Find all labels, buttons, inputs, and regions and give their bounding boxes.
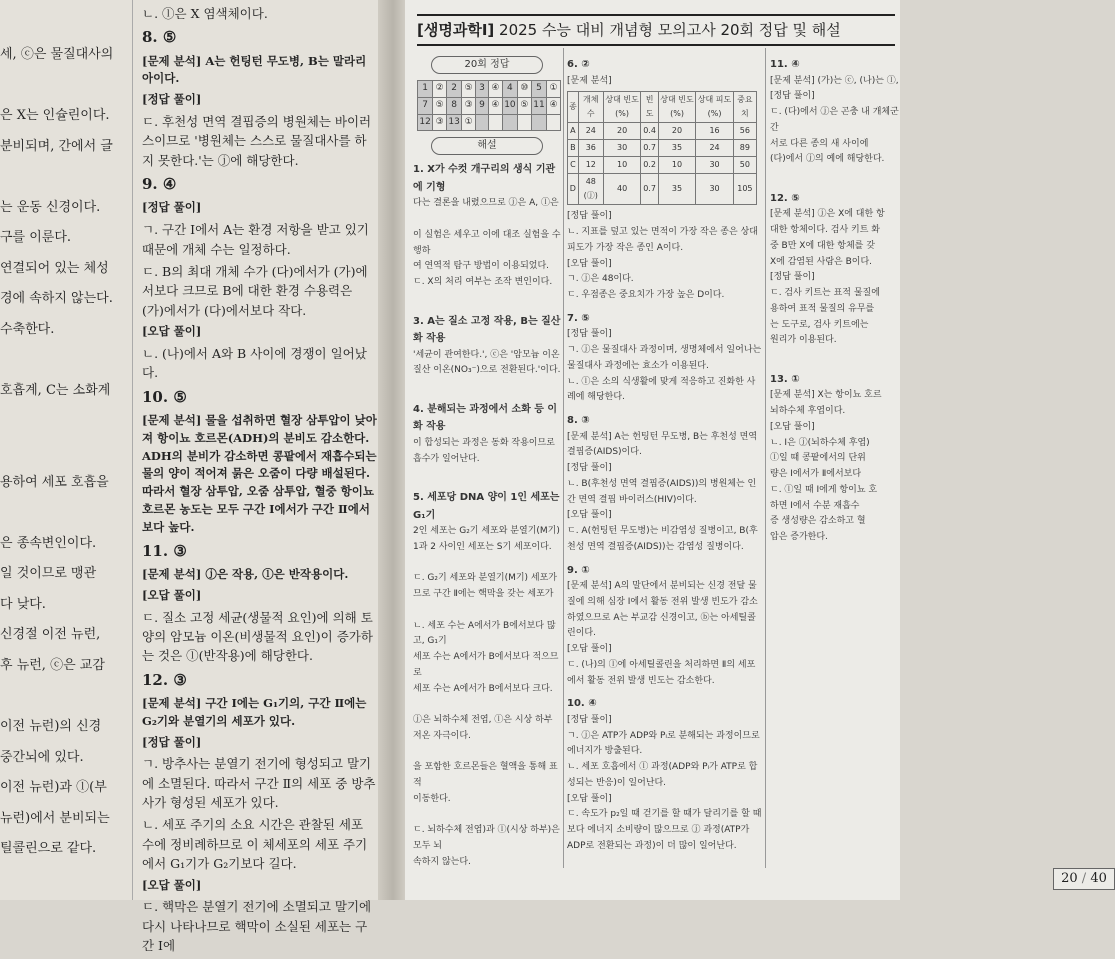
text-line: ㄴ. 지표를 덮고 있는 면적이 가장 작은 종은 상대 피도가 가장 작은 종인 A이다. (567, 227, 758, 253)
text-line: 흡수가 일어난다. (413, 453, 480, 464)
text-line: 증 생성량은 감소하고 혈 (770, 516, 866, 527)
column-divider (563, 48, 564, 868)
page-title (417, 14, 895, 46)
text-line: 을 포함한 호르몬들은 혈액을 통해 표적 (413, 762, 558, 788)
text-line (413, 808, 561, 824)
table-cell: D (568, 174, 579, 205)
answer-cell: ① (547, 81, 561, 98)
section-label: [오답 풀이] (142, 587, 202, 602)
table-header: 상대 빈도(%) (603, 92, 641, 123)
question-number-cell: 4 (502, 81, 517, 98)
text-line: ㄷ. (나)의 ⓛ에 아세틸콜린을 처리하면 Ⅱ의 세포에서 활동 전위 발생 빈도는 감소한다. (567, 659, 756, 686)
text-line (0, 345, 130, 376)
text-line: ㄴ. B(후천성 면역 결핍증(AIDS))의 병원체는 인간 면역 결핍 바이러스(HIV)이다. (567, 478, 757, 505)
answer-column (413, 50, 561, 871)
table-cell: 20 (658, 123, 696, 140)
text-line: 질산 이온(NO₃⁻)으로 전환된다.'이다. (413, 365, 561, 376)
table-header: 개체 수 (578, 92, 603, 123)
answer-cell: ④ (547, 97, 561, 114)
text-line: 이 합성되는 과정은 동화 작용이므로 (413, 437, 555, 448)
table-header: 상대 피도(%) (696, 92, 734, 123)
text-line: [정답 풀이] (770, 91, 815, 102)
text-line (770, 168, 900, 184)
explanation-text (413, 161, 561, 870)
text-line: 므로 구간 Ⅱ에는 핵막을 갖는 세포가 (413, 589, 554, 599)
answer-cell: ③ (433, 114, 447, 131)
text-line: [문제 분석] A의 말단에서 분비되는 신경 전달 물질에 의해 심장 Ⅰ에서 활동 전위 발생 빈도가 감소하였으므로 A는 부교감 신경이고, ⓑ는 아세틸콜린이다. (567, 581, 758, 639)
question-heading: 8. ③ (567, 415, 590, 426)
table-cell: 50 (733, 157, 756, 174)
text-line (0, 407, 130, 438)
explanation-paragraph: ㄴ. (나)에서 A와 B 사이에 경쟁이 일어났다. (142, 345, 367, 381)
explanation-column-2 (567, 50, 762, 855)
answer-cell: ④ (488, 81, 502, 98)
text-line: X에 감염된 사람은 B이다. (770, 256, 873, 267)
table-cell: 24 (578, 123, 603, 140)
text-line: 이전 뉴런)과 ⓛ(부 (0, 780, 107, 796)
section-label: [오답 풀이] (142, 877, 202, 892)
text-line: [문제 분석] A는 헌팅턴 무도병, B는 후천성 면역 결핍증(AIDS)이다. (567, 431, 758, 458)
section-label: [정답 풀이] (142, 200, 202, 215)
answer-row (418, 97, 561, 114)
text-line (413, 379, 561, 395)
page-number-right: 40 (1090, 871, 1107, 886)
text-line: 2인 세포는 G₂기 세포와 분열기(M기) (413, 526, 560, 536)
question-heading: 5. 세포당 DNA 양이 1인 세포는 G₁기 (413, 492, 560, 521)
question-number-cell: 11 (531, 97, 546, 114)
question-number-cell: 7 (418, 97, 433, 114)
text-line: [정답 풀이] (567, 463, 612, 473)
question-number-cell: 10 (502, 97, 517, 114)
text-line: ㄷ. G₂기 세포와 분열기(M기) 세포가 (413, 573, 558, 584)
text-line: [정답 풀이] (770, 272, 815, 283)
table-cell: 40 (603, 174, 641, 205)
text-line: 뇌하수체 후엽이다. (770, 406, 846, 416)
text-line: ㄷ. A(헌팅턴 무도병)는 비감염성 질병이고, B(후천성 면역 결핍증(AIDS))는 감염성 질병이다. (567, 526, 758, 552)
text-line (413, 697, 561, 713)
table-row (568, 123, 757, 140)
text-line (413, 467, 561, 483)
explanation-paragraph: ㄷ. 질소 고정 세균(생물적 요인)에 의해 토양의 암모늄 이온(비생물적 요인)이 증가하는 것은 ⓛ(반작용)에 해당한다. (142, 609, 373, 664)
text-line: 저온 자극이다. (413, 730, 471, 741)
text-line: [오답 풀이] (567, 258, 612, 269)
table-cell: 0.7 (641, 140, 658, 157)
question-heading: 12. ③ (142, 670, 187, 689)
text-line: 은 종속변인이다. (0, 535, 97, 551)
answer-row (418, 114, 561, 131)
text-line: ㄷ. ⓛ일 때 Ⅰ에게 항이뇨 호 (770, 484, 878, 495)
book-spine (378, 0, 408, 900)
question-heading: 10. ④ (567, 698, 597, 710)
text-line (0, 498, 130, 529)
question-number-cell: 5 (531, 81, 546, 98)
page-number-left: 20 (1061, 871, 1078, 886)
text-line: ㄷ. 우점종은 중요치가 가장 높은 D이다. (567, 290, 725, 300)
text-line: ㄴ. 세포 수는 A에서가 B에서보다 많고, G₁기 (413, 620, 556, 647)
table-cell: 56 (733, 123, 756, 140)
table-cell: 30 (603, 140, 641, 157)
text-line: [문제 분석] (567, 75, 612, 86)
question-number-cell: 13 (447, 114, 462, 131)
page-number: 20 / 40 (1053, 868, 1115, 890)
text-line: [정답 풀이] (567, 329, 612, 340)
text-line: 후 뉴런, ⓒ은 교감 (0, 657, 105, 673)
explanation-paragraph: ㄷ. 후천성 면역 결핍증의 병원체는 바이러스이므로 '병원체는 스스로 물질대사를 하지 못한다.'는 ⓙ에 해당한다. (142, 114, 372, 168)
text-line: 이전 뉴런)의 신경 (0, 719, 102, 735)
text-line: [오답 풀이] (770, 421, 815, 432)
text-line (413, 212, 561, 228)
text-line: 1과 2 사이인 세포는 S기 세포이다. (413, 541, 552, 552)
text-line: 여 연역적 탐구 방법이 이용되었다. (413, 261, 550, 272)
question-heading: 3. A는 질소 고정 작용, B는 질산화 작용 (413, 315, 561, 344)
table-cell: 35 (658, 140, 696, 157)
question-number-cell: 1 (418, 81, 433, 98)
text-line: ㄴ. ⓛ은 소의 식생활에 맞게 적응하고 진화한 사례에 해당한다. (567, 376, 756, 403)
text-line: ㄷ. 속도가 p₂일 때 걷기를 할 때가 달리기를 할 때보다 에너지 소비량이 많으므로 ⓙ 과정(ATP가 ADP로 전환되는 과정)이 더 많이 일어난다. (567, 809, 762, 851)
explanation-paragraph: ㄴ. ⓛ은 X 염색체이다. (142, 6, 268, 21)
text-line: ⓛ일 때 콩팥에서의 단위 (770, 453, 866, 464)
question-number-cell (476, 114, 489, 131)
question-heading: 7. ⑤ (567, 312, 590, 324)
text-line: [문제 분석] (가)는 ⓒ, (나)는 ⓛ, (770, 75, 899, 86)
text-line: 분비되며, 간에서 글 (0, 138, 113, 154)
question-number-cell (502, 114, 517, 131)
text-line: 세포 수는 A에서가 B에서보다 적으므로 (413, 652, 559, 678)
question-heading: 11. ④ (770, 59, 800, 70)
text-line: ㄷ. 뇌하수체 전엽)과 ⓛ(시상 하부)은 모두 뇌 (413, 825, 560, 851)
answer-cell: ④ (488, 97, 502, 114)
text-line: '세균이 관여한다.', ⓒ은 '암모늄 이온 (413, 349, 560, 360)
table-cell: 16 (696, 123, 734, 140)
text-line: 중 B만 X에 대한 항체를 갖 (770, 240, 875, 251)
answer-cell: ⑤ (433, 97, 447, 114)
question-heading: 9. ① (567, 564, 590, 576)
section-label: [문제 분석] A는 헌팅턴 무도병, B는 말라리아이다. (142, 53, 367, 86)
table-header: 빈도 (641, 92, 658, 123)
text-line: 다 낮다. (0, 596, 46, 612)
text-line: [정답 풀이] (567, 211, 612, 222)
answer-cell (488, 114, 502, 131)
table-cell: 0.2 (641, 157, 658, 174)
section-label: [문제 분석] ⓙ은 작용, ⓛ은 반작용이다. (142, 566, 349, 581)
text-line: 속하지 않는다. (413, 856, 471, 867)
text-line: [오답 풀이] (567, 793, 612, 804)
text-line (0, 71, 130, 102)
explanation-paragraph: ㄱ. 방추사는 분열기 전기에 형성되고 말기에 소멸된다. 따라서 구간 Ⅱ의 세포 중 방추사가 형성된 세포가 있다. (142, 756, 376, 811)
text-line (413, 556, 561, 572)
text-line: ㄷ. X의 처리 여부는 조작 변인이다. (413, 277, 553, 287)
answer-cell: ③ (462, 97, 476, 114)
text-line: 신경절 이전 뉴런, (0, 627, 101, 643)
text-line (0, 437, 130, 468)
table-cell: A (568, 123, 579, 140)
question-number-cell: 9 (476, 97, 489, 114)
text-line: [정답 풀이] (567, 714, 612, 725)
section-label: [문제 분석] 물을 섭취하면 혈장 삼투압이 낮아져 항이뇨 호르몬(ADH)의 분비도 감소한다. ADH의 분비가 감소하면 콩팥에서 재흡수되는 물의 양이 적어져 묽은 오줌이 다량 배설된다. 따라서 혈장 삼투압, 오줌 삼투압, 혈중 항이뇨 호르몬 농도는 모두 구간 Ⅰ에서가 구간 Ⅱ에서보다 높다. (142, 412, 377, 534)
text-line (770, 349, 900, 365)
table-cell: 30 (696, 157, 734, 174)
text-line: [문제 분석] ⓙ은 X에 대한 항 (770, 209, 885, 220)
right-page (405, 0, 1107, 900)
text-line (0, 681, 130, 712)
table-cell: 10 (658, 157, 696, 174)
explanation-paragraph: ㄴ. 세포 주기의 소요 시간은 관찰된 세포 수에 정비례하므로 이 체세포의 세포 주기에서 G₁기가 G₂기보다 길다. (142, 817, 368, 872)
question-heading: 13. ① (770, 373, 800, 385)
text-line: 이 실험은 세우고 이에 대조 실험을 수행하 (413, 229, 561, 256)
text-line: 대한 항체이다. 검사 키트 화 (770, 225, 880, 235)
table-cell: 89 (733, 140, 756, 157)
text-line: 는 도구로, 검사 키트에는 (770, 319, 869, 330)
text-line: 중간뇌에 있다. (0, 749, 84, 765)
question-heading: 11. ③ (142, 541, 187, 560)
text-line: 틸콜린으로 같다. (0, 841, 97, 857)
text-line: ㄷ. 검사 키트는 표적 물질에 (770, 288, 880, 298)
text-line: 일 것이므로 맹관 (0, 566, 97, 582)
table-header: 중요치 (733, 92, 756, 123)
text-line: 구를 이룬다. (0, 230, 72, 246)
question-heading: 1. X가 수컷 개구리의 생식 기관에 기형 (413, 164, 556, 193)
text-line: 원리가 이용된다. (770, 335, 837, 346)
question-number-cell: 2 (447, 81, 462, 98)
text-line: 량은 Ⅰ에서가 Ⅱ에서보다 (770, 469, 862, 479)
text-line: 호흡계, C는 소화계 (0, 383, 111, 399)
answer-cell: ② (433, 81, 447, 98)
text-line: ㄴ. 세포 호흡에서 ⓛ 과정(ADP와 Pᵢ가 ATP로 합성되는 반응)이 일어난다. (567, 762, 758, 788)
table-cell: 0.7 (641, 174, 658, 205)
left-page (0, 0, 390, 954)
table-cell: 35 (658, 174, 696, 205)
explanation-column-3 (770, 50, 900, 546)
text-line: 세, ⓒ은 물질대사의 (0, 47, 114, 62)
answer-row (418, 81, 561, 98)
text-line: [오답 풀이] (567, 644, 612, 654)
table-header: 종 (568, 92, 579, 123)
text-line: 뉴런)에서 분비되는 (0, 810, 110, 826)
section-label: [문제 분석] 구간 Ⅰ에는 G₁기의, 구간 Ⅱ에는 G₂기와 분열기의 세포가 있다. (142, 695, 367, 728)
table-row (568, 174, 757, 205)
answer-cell (547, 114, 561, 131)
column-divider (765, 48, 766, 868)
title-text: 2025 수능 대비 개념형 모의고사 20회 정답 및 해설 (499, 21, 841, 39)
question-number-cell: 3 (476, 81, 489, 98)
text-line: 용하여 세포 호흡을 (0, 474, 109, 490)
text-line: ㄱ. ⓙ은 ATP가 ADP와 Pᵢ로 분해되는 과정이므로 에너지가 방출된다. (567, 730, 760, 757)
left-margin-column (0, 0, 130, 865)
question-heading: 6. ② (567, 59, 590, 70)
question-number-cell (531, 114, 546, 131)
question-heading: 10. ⑤ (142, 387, 187, 406)
table-row (568, 157, 757, 174)
text-line: ㄴ. Ⅰ은 ⓙ(뇌하수체 후엽) (770, 437, 870, 448)
answer-cell (518, 114, 532, 131)
column-divider (132, 0, 133, 900)
table-cell: 20 (603, 123, 641, 140)
left-main-column (142, 0, 377, 959)
title-subject: [생명과학Ⅰ] (417, 21, 495, 39)
text-line: 서로 다른 종의 새 사이에 (770, 138, 869, 149)
text-line: 하면 Ⅰ에서 수분 재흡수 (770, 500, 860, 511)
text-line: 경에 속하지 않는다. (0, 291, 113, 307)
table-row (568, 140, 757, 157)
question-heading: 9. ④ (142, 175, 177, 194)
table-cell: 30 (696, 174, 734, 205)
section-label: [정답 풀이] (142, 734, 202, 749)
table-cell: 24 (696, 140, 734, 157)
text-line: ㄱ. ⓙ은 48이다. (567, 274, 634, 285)
text-line: 용하여 표적 물질의 유무를 (770, 303, 875, 314)
answer-key-label: 20회 정답 (431, 56, 543, 74)
text-line: (다)에서 ⓙ의 예에 해당한다. (770, 154, 885, 165)
text-line: 압은 증가한다. (770, 532, 828, 542)
text-line: ㄷ. (다)에서 ⓙ은 곤충 내 개체군 간 (770, 107, 899, 133)
text-line (413, 603, 561, 619)
section-label: [정답 풀이] (142, 92, 202, 107)
answer-cell: ⑤ (462, 81, 476, 98)
answer-grid (417, 80, 561, 131)
answer-cell: ⑩ (518, 81, 532, 98)
table-cell: 0.4 (641, 123, 658, 140)
text-line (413, 291, 561, 307)
explanation-paragraph: ㄷ. B의 최대 개체 수가 (다)에서가 (가)에서보다 크므로 B에 대한 환경 수용력은 (가)에서가 (다)에서보다 작다. (142, 264, 368, 318)
explanation-paragraph: ㄱ. 구간 Ⅰ에서 A는 환경 저항을 받고 있기 때문에 개체 수는 일정하다. (142, 222, 369, 257)
text-line (413, 745, 561, 761)
explanation-label: 해설 (431, 137, 543, 155)
table-cell: B (568, 140, 579, 157)
table-cell: 10 (603, 157, 641, 174)
question-heading: 4. 분해되는 과정에서 소화 등 이화 작용 (413, 403, 558, 433)
text-line: 은 X는 인슐린이다. (0, 108, 110, 124)
question-number-cell: 8 (447, 97, 462, 114)
table-cell: 105 (733, 174, 756, 205)
table-cell: 36 (578, 140, 603, 157)
text-line: 다는 결론을 내렸으므로 ⓙ은 A, ⓛ은 (413, 198, 559, 209)
answer-cell: ⑤ (518, 97, 532, 114)
section-label: [오답 풀이] (142, 324, 202, 339)
table-cell: 48 (ⓙ) (578, 174, 603, 205)
text-line: ㄱ. ⓙ은 물질대사 과정이며, 생명체에서 일어나는 물질대사 과정에는 효소가 이용된다. (567, 345, 762, 371)
question-number-cell: 12 (418, 114, 433, 131)
question-heading: 8. ⑤ (142, 28, 177, 47)
text-line: [문제 분석] X는 항이뇨 호르 (770, 390, 882, 401)
text-line: 이동한다. (413, 793, 451, 804)
text-line: 세포 수는 A에서가 B에서보다 크다. (413, 683, 553, 694)
table-cell: C (568, 157, 579, 174)
question-heading: 12. ⑤ (770, 192, 800, 204)
text-line: 수축한다. (0, 321, 55, 337)
text-line: 는 운동 신경이다. (0, 199, 101, 215)
explanation-paragraph: ㄷ. 핵막은 분열기 전기에 소멸되고 말기에 다시 나타나므로 핵막이 소실된 세포는 구간 Ⅰ에 (142, 899, 372, 954)
text-line (0, 162, 130, 193)
text-line: 연결되어 있는 체성 (0, 260, 109, 276)
text-line: [오답 풀이] (567, 510, 612, 521)
answer-cell: ① (462, 114, 476, 131)
table-header: 상대 빈도(%) (658, 92, 696, 123)
text-line: ⓙ은 뇌하수체 전엽, ⓛ은 시상 하부 (413, 715, 553, 725)
population-table (567, 91, 757, 205)
table-cell: 12 (578, 157, 603, 174)
